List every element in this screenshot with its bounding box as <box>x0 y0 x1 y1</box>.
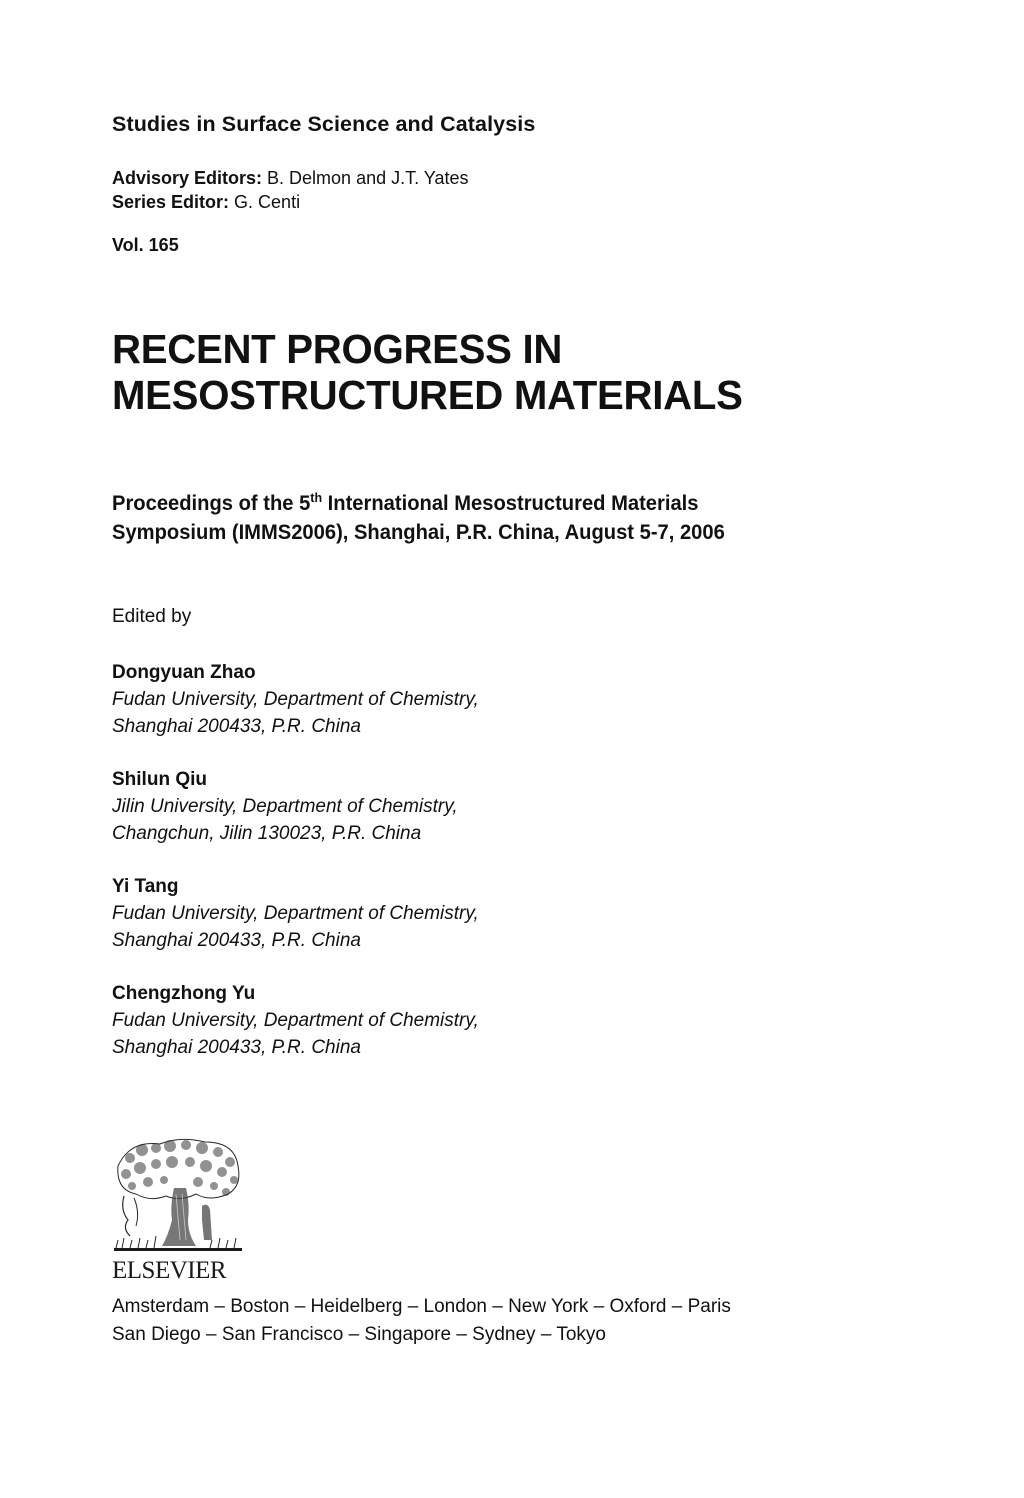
editor-affiliation-line2: Changchun, Jilin 130023, P.R. China <box>112 823 422 844</box>
editor-affiliation-line1: Fudan University, Department of Chemistry, <box>112 689 479 710</box>
series-editor <box>112 190 300 214</box>
book-title-line1: RECENT PROGRESS IN <box>112 326 563 372</box>
editor-entry <box>112 659 479 740</box>
publisher-logo <box>110 1136 244 1286</box>
book-title-line2: MESOSTRUCTURED MATERIALS <box>112 372 743 418</box>
advisory-editors-value: B. Delmon and J.T. Yates <box>262 168 469 188</box>
editor-affiliation-line2: Shanghai 200433, P.R. China <box>112 930 361 951</box>
elsevier-tree-icon <box>110 1136 244 1256</box>
volume-number: Vol. 165 <box>112 235 179 255</box>
book-title <box>112 326 743 418</box>
proceedings-subtitle <box>112 489 725 547</box>
proceedings-line2: Symposium (IMMS2006), Shanghai, P.R. China, August 5-7, 2006 <box>112 521 725 544</box>
editor-affiliation-line1: Fudan University, Department of Chemistry, <box>112 903 479 924</box>
advisory-editors <box>112 166 468 190</box>
publisher-cities-line2: San Diego – San Francisco – Singapore – Sydney – Tokyo <box>112 1324 606 1345</box>
editor-affiliation-line1: Jilin University, Department of Chemistry, <box>112 796 458 817</box>
proceedings-line1 <box>112 489 725 518</box>
proceedings-line1-pre: Proceedings of the 5 <box>112 492 311 515</box>
editor-name: Shilun Qiu <box>112 769 207 790</box>
edited-by-heading: Edited by <box>112 606 192 627</box>
publisher-cities-line1: Amsterdam – Boston – Heidelberg – London – New York – Oxford – Paris <box>112 1296 731 1317</box>
series-editor-value: G. Centi <box>229 192 301 212</box>
publisher-wordmark: ELSEVIER <box>112 1257 227 1284</box>
series-editor-label: Series Editor: <box>112 192 230 212</box>
editor-name: Dongyuan Zhao <box>112 662 256 683</box>
series-title: Studies in Surface Science and Catalysis <box>112 112 536 136</box>
ordinal-superscript: th <box>310 490 323 505</box>
editor-affiliation-line1: Fudan University, Department of Chemistry, <box>112 1010 479 1031</box>
editor-entry <box>112 873 479 954</box>
editor-name: Chengzhong Yu <box>112 983 256 1004</box>
advisory-editors-label: Advisory Editors: <box>112 168 263 188</box>
editor-affiliation-line2: Shanghai 200433, P.R. China <box>112 716 361 737</box>
editor-affiliation-line2: Shanghai 200433, P.R. China <box>112 1037 361 1058</box>
editor-name: Yi Tang <box>112 876 179 897</box>
proceedings-line1-post: International Mesostructured Materials <box>322 492 699 515</box>
editor-entry <box>112 980 479 1061</box>
editor-entry <box>112 766 458 847</box>
